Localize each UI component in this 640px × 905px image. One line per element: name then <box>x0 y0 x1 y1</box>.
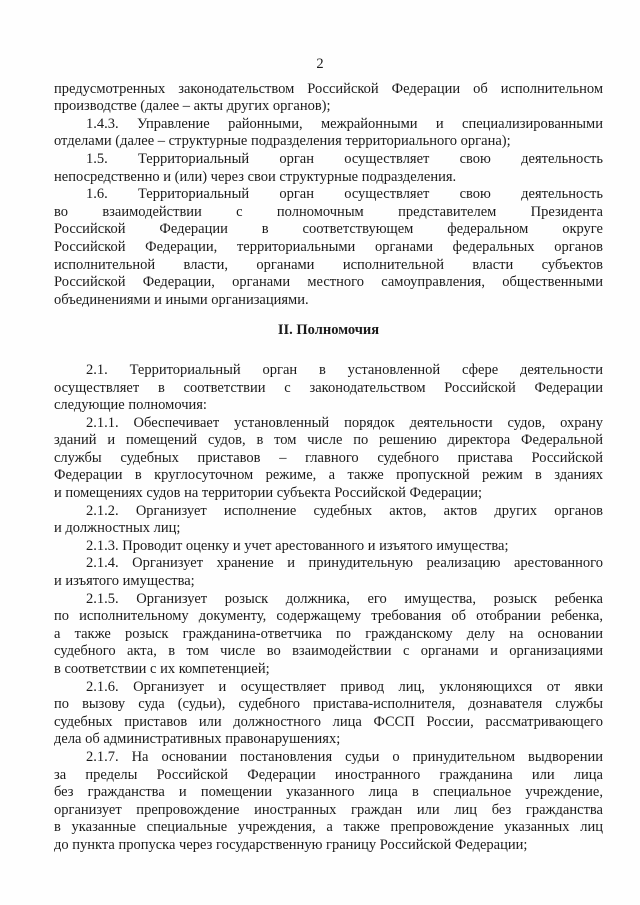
paragraph-line: предусмотренных законодательством Российской Федерации об исполнительном <box>54 80 603 97</box>
paragraph <box>54 186 603 309</box>
paragraph-line: 2.1.7. На основании постановления судьи о принудительном выдворении <box>86 748 603 765</box>
paragraph-line: и должностных лиц; <box>54 520 181 537</box>
paragraph <box>54 415 603 503</box>
paragraph-line: службы судебных приставов – главного судебного пристава Российской <box>54 449 603 466</box>
paragraph-line: 2.1.2. Организует исполнение судебных актов, актов других органов <box>86 502 603 519</box>
paragraph <box>54 362 603 415</box>
paragraph-line: 2.1.6. Организует и осуществляет привод лиц, уклоняющихся от явки <box>86 678 603 695</box>
paragraph-line: Российской Федерации, территориальными органами федеральных органов <box>54 238 603 255</box>
paragraph-line: 2.1.3. Проводит оценку и учет арестованного и изъятого имущества; <box>86 537 509 554</box>
paragraph-line: зданий и помещений судов, в том числе по решению директора Федеральной <box>54 432 603 449</box>
paragraph-line: 1.6. Территориальный орган осуществляет свою деятельность <box>86 186 603 203</box>
paragraph-line: судебного акта, в том числе во взаимодействии с органами и организациями <box>54 643 603 660</box>
paragraph <box>54 81 603 116</box>
paragraph-line: в указанные специальные учреждения, а также препровождение указанных лиц <box>54 819 603 836</box>
paragraph <box>54 538 603 556</box>
paragraph-line: 2.1.1. Обеспечивает установленный порядок деятельности судов, охрану <box>86 414 603 431</box>
paragraph-line: за пределы Российской Федерации иностранного гражданина или лица <box>54 766 603 783</box>
paragraph-line: непосредственно и (или) через свои структурные подразделения. <box>54 168 457 185</box>
paragraph-line: Российской Федерации в соответствующем федеральном округе <box>54 221 603 238</box>
paragraph-line: во взаимодействии с полномочным представителем Президента <box>54 203 603 220</box>
paragraph <box>54 591 603 679</box>
paragraph-line: объединениями и иными организациями. <box>54 291 309 308</box>
paragraph <box>54 555 603 590</box>
section-heading: II. Полномочия <box>277 322 380 339</box>
paragraph-line: судебных приставов или должностного лица ФССП России, рассматривающего <box>54 713 603 730</box>
paragraph-line: следующие полномочия: <box>54 397 207 414</box>
paragraph <box>54 151 603 186</box>
paragraph-line: исполнительной власти, органами исполнительной власти субъектов <box>54 256 603 273</box>
paragraph-line: 1.4.3. Управление районными, межрайонными и специализированными <box>86 115 603 132</box>
paragraph-line: и помещениях судов на территории субъекта Российской Федерации; <box>54 485 482 502</box>
paragraph-line: производстве (далее – акты других органов); <box>54 98 331 115</box>
page-number: 2 <box>316 56 324 72</box>
paragraph <box>54 503 603 538</box>
paragraph-line: а также розыск гражданина-ответчика по гражданскому делу на основании <box>54 625 603 642</box>
document-body <box>54 81 603 855</box>
paragraph-line: 2.1.5. Организует розыск должника, его имущества, розыск ребенка <box>86 590 603 607</box>
paragraph <box>54 749 603 855</box>
paragraph-line: осуществляет в соответствии с законодательством Российской Федерации <box>54 379 603 396</box>
paragraph-line: 2.1.4. Организует хранение и принудительную реализацию арестованного <box>86 555 603 572</box>
paragraph-line: по исполнительному документу, содержащему требования об отобрании ребенка, <box>54 608 603 625</box>
paragraph-line: по вызову суда (судьи), судебного пристава-исполнителя, дознавателя службы <box>54 696 603 713</box>
paragraph-line: без гражданства и помещении указанного лица в специальное учреждение, <box>54 784 603 801</box>
paragraph-line: дела об административных правонарушениях; <box>54 731 341 748</box>
paragraph-line: 2.1. Территориальный орган в установленной сфере деятельности <box>86 361 603 378</box>
paragraph-line: в соответствии с их компетенцией; <box>54 661 270 677</box>
paragraph-line: Российской Федерации, органами местного самоуправления, общественными <box>54 274 603 291</box>
paragraph-line: отделами (далее – структурные подразделения территориального органа); <box>54 133 511 150</box>
paragraph <box>54 679 603 749</box>
paragraph-line: до пункта пропуска через государственную границу Российской Федерации; <box>54 836 528 853</box>
paragraph-line: Федерации в круглосуточном режиме, а также пропускной режим в зданиях <box>54 467 603 484</box>
paragraph <box>54 116 603 151</box>
paragraph-line: 1.5. Территориальный орган осуществляет свою деятельность <box>86 150 603 167</box>
paragraph-line: и изъятого имущества; <box>54 573 195 590</box>
paragraph-line: организует препровождение иностранных граждан или лиц без гражданства <box>54 801 603 818</box>
